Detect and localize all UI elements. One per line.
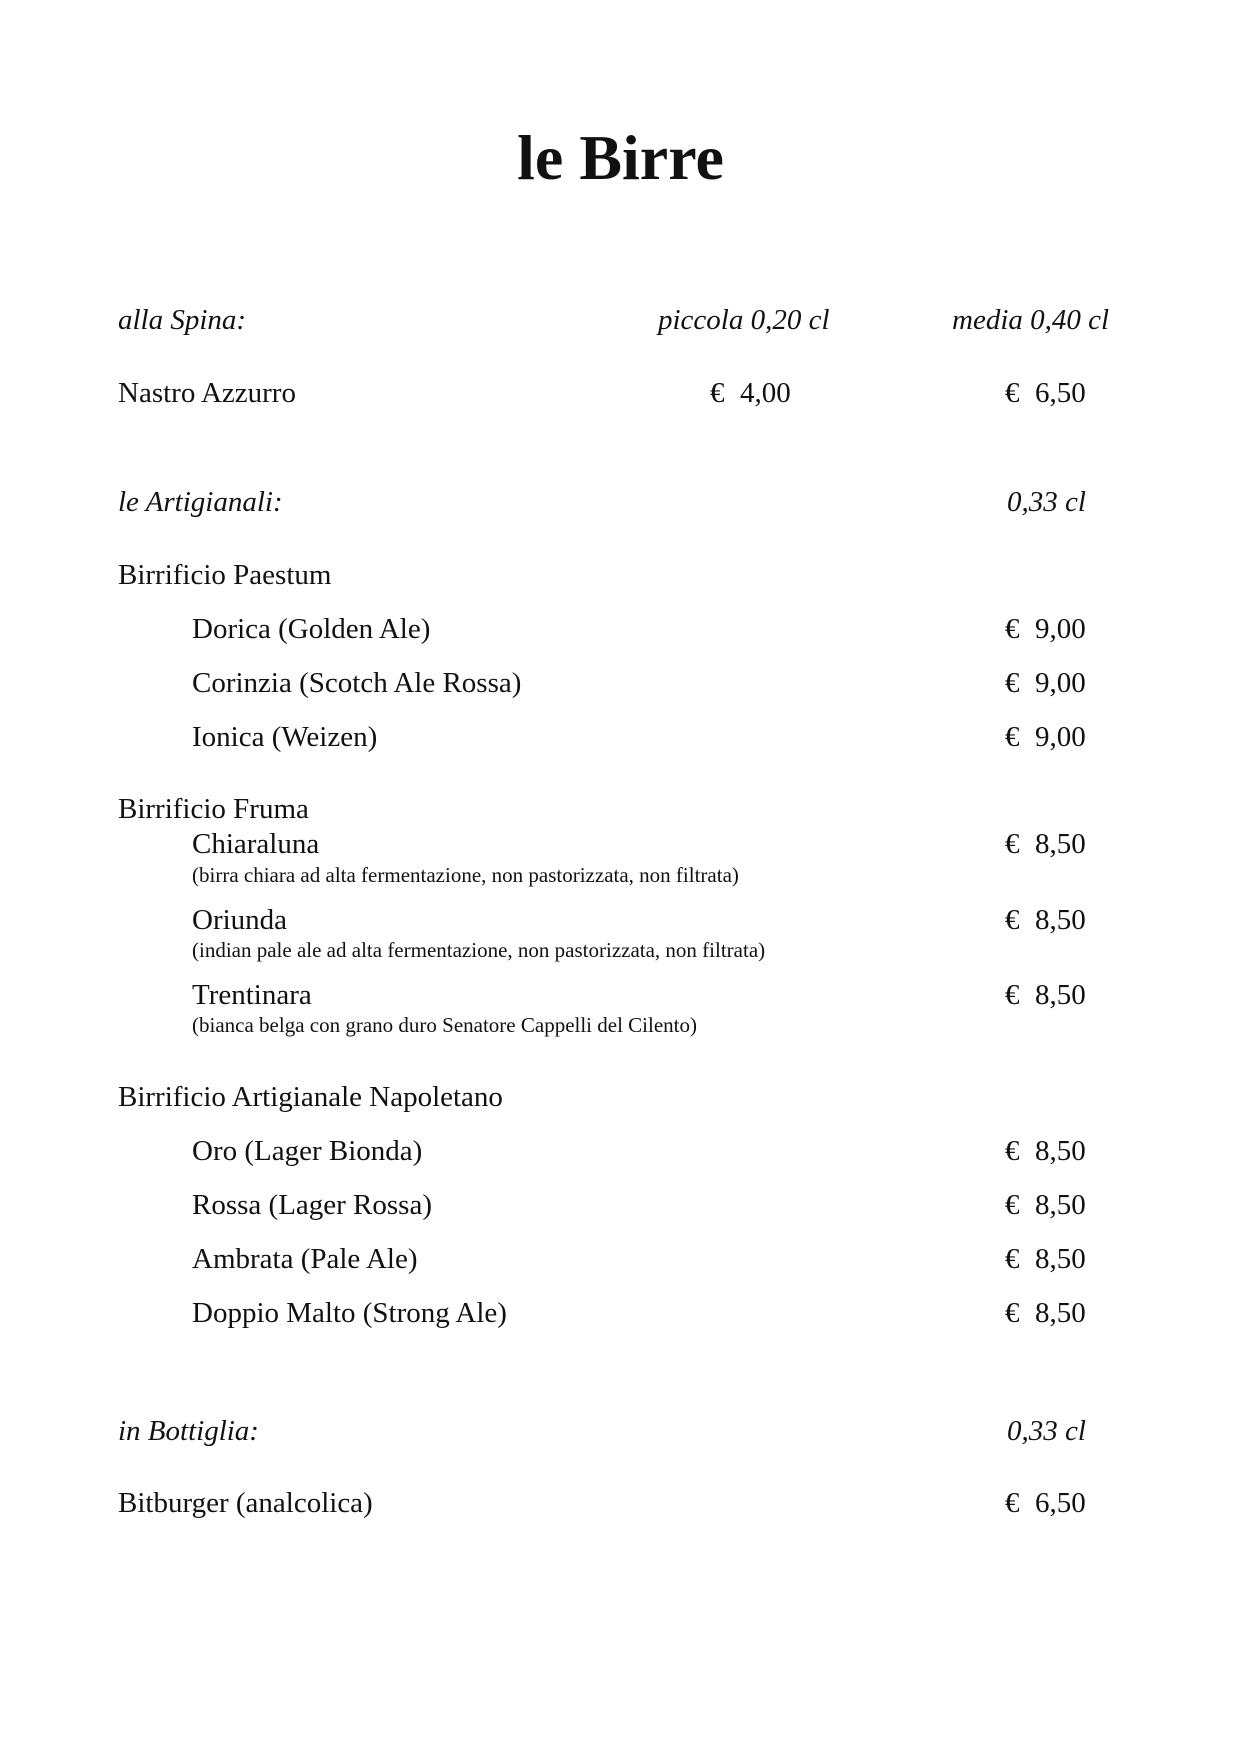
menu-item-name: Doppio Malto (Strong Ale) bbox=[192, 1297, 507, 1329]
price-value: 8,50 bbox=[1035, 1243, 1086, 1275]
menu-item-price bbox=[1005, 665, 1086, 701]
menu-item-price-medium bbox=[1005, 375, 1086, 411]
currency-symbol: € bbox=[1005, 1487, 1020, 1519]
price-value: 8,50 bbox=[1035, 1297, 1086, 1329]
column-header-small: piccola 0,20 cl bbox=[658, 304, 830, 336]
column-header-volume: 0,33 cl bbox=[1007, 486, 1086, 518]
currency-symbol: € bbox=[1005, 979, 1020, 1011]
menu-item-price bbox=[1005, 826, 1086, 862]
menu-item-name: Trentinara bbox=[192, 979, 312, 1011]
price-value: 8,50 bbox=[1035, 904, 1086, 936]
brewery-name: Birrificio Artigianale Napoletano bbox=[118, 1081, 503, 1113]
menu-item-name: Bitburger (analcolica) bbox=[118, 1487, 373, 1519]
section-heading-bottiglia: in Bottiglia: bbox=[118, 1415, 259, 1447]
menu-item-price bbox=[1005, 902, 1086, 938]
menu-item-name: Dorica (Golden Ale) bbox=[192, 613, 431, 645]
price-value: 8,50 bbox=[1035, 1135, 1086, 1167]
price-value: 8,50 bbox=[1035, 1189, 1086, 1221]
currency-symbol: € bbox=[1005, 377, 1020, 409]
currency-symbol: € bbox=[710, 377, 725, 409]
currency-symbol: € bbox=[1005, 1135, 1020, 1167]
currency-symbol: € bbox=[1005, 721, 1020, 753]
menu-item-name: Oro (Lager Bionda) bbox=[192, 1135, 423, 1167]
menu-item-price bbox=[1005, 1485, 1086, 1521]
column-header-medium: media 0,40 cl bbox=[952, 304, 1110, 336]
menu-item-description: (bianca belga con grano duro Senatore Cappelli del Cilento) bbox=[192, 1013, 697, 1037]
menu-item-price bbox=[1005, 1187, 1086, 1223]
menu-item-name: Corinzia (Scotch Ale Rossa) bbox=[192, 667, 522, 699]
price-value: 9,00 bbox=[1035, 667, 1086, 699]
currency-symbol: € bbox=[1005, 667, 1020, 699]
price-value: 6,50 bbox=[1035, 377, 1086, 409]
menu-item-price bbox=[1005, 719, 1086, 755]
currency-symbol: € bbox=[1005, 1243, 1020, 1275]
menu-item-name: Nastro Azzurro bbox=[118, 377, 296, 409]
price-value: 6,50 bbox=[1035, 1487, 1086, 1519]
price-value: 8,50 bbox=[1035, 979, 1086, 1011]
currency-symbol: € bbox=[1005, 613, 1020, 645]
menu-item-description: (indian pale ale ad alta fermentazione, non pastorizzata, non filtrata) bbox=[192, 938, 766, 962]
menu-item-name: Chiaraluna bbox=[192, 828, 320, 860]
menu-item-price bbox=[1005, 977, 1086, 1013]
menu-item-price bbox=[1005, 1133, 1086, 1169]
menu-item-price bbox=[1005, 1241, 1086, 1277]
menu-item-name: Ambrata (Pale Ale) bbox=[192, 1243, 418, 1275]
currency-symbol: € bbox=[1005, 1189, 1020, 1221]
menu-item-price-small bbox=[710, 375, 791, 411]
currency-symbol: € bbox=[1005, 904, 1020, 936]
section-heading-spina: alla Spina: bbox=[118, 304, 247, 336]
menu-item-name: Rossa (Lager Rossa) bbox=[192, 1189, 433, 1221]
currency-symbol: € bbox=[1005, 1297, 1020, 1329]
section-heading-artigianali: le Artigianali: bbox=[118, 486, 283, 518]
price-value: 9,00 bbox=[1035, 721, 1086, 753]
brewery-name: Birrificio Fruma bbox=[118, 793, 309, 825]
price-value: 9,00 bbox=[1035, 613, 1086, 645]
currency-symbol: € bbox=[1005, 828, 1020, 860]
menu-item-name: Ionica (Weizen) bbox=[192, 721, 378, 753]
price-value: 8,50 bbox=[1035, 828, 1086, 860]
price-value: 4,00 bbox=[740, 377, 791, 409]
column-header-volume: 0,33 cl bbox=[1007, 1415, 1086, 1447]
page-title: le Birre bbox=[517, 122, 724, 193]
menu-item-price bbox=[1005, 1295, 1086, 1331]
brewery-name: Birrificio Paestum bbox=[118, 559, 332, 591]
menu-item-price bbox=[1005, 611, 1086, 647]
menu-item-name: Oriunda bbox=[192, 904, 288, 936]
menu-item-description: (birra chiara ad alta fermentazione, non pastorizzata, non filtrata) bbox=[192, 863, 739, 887]
